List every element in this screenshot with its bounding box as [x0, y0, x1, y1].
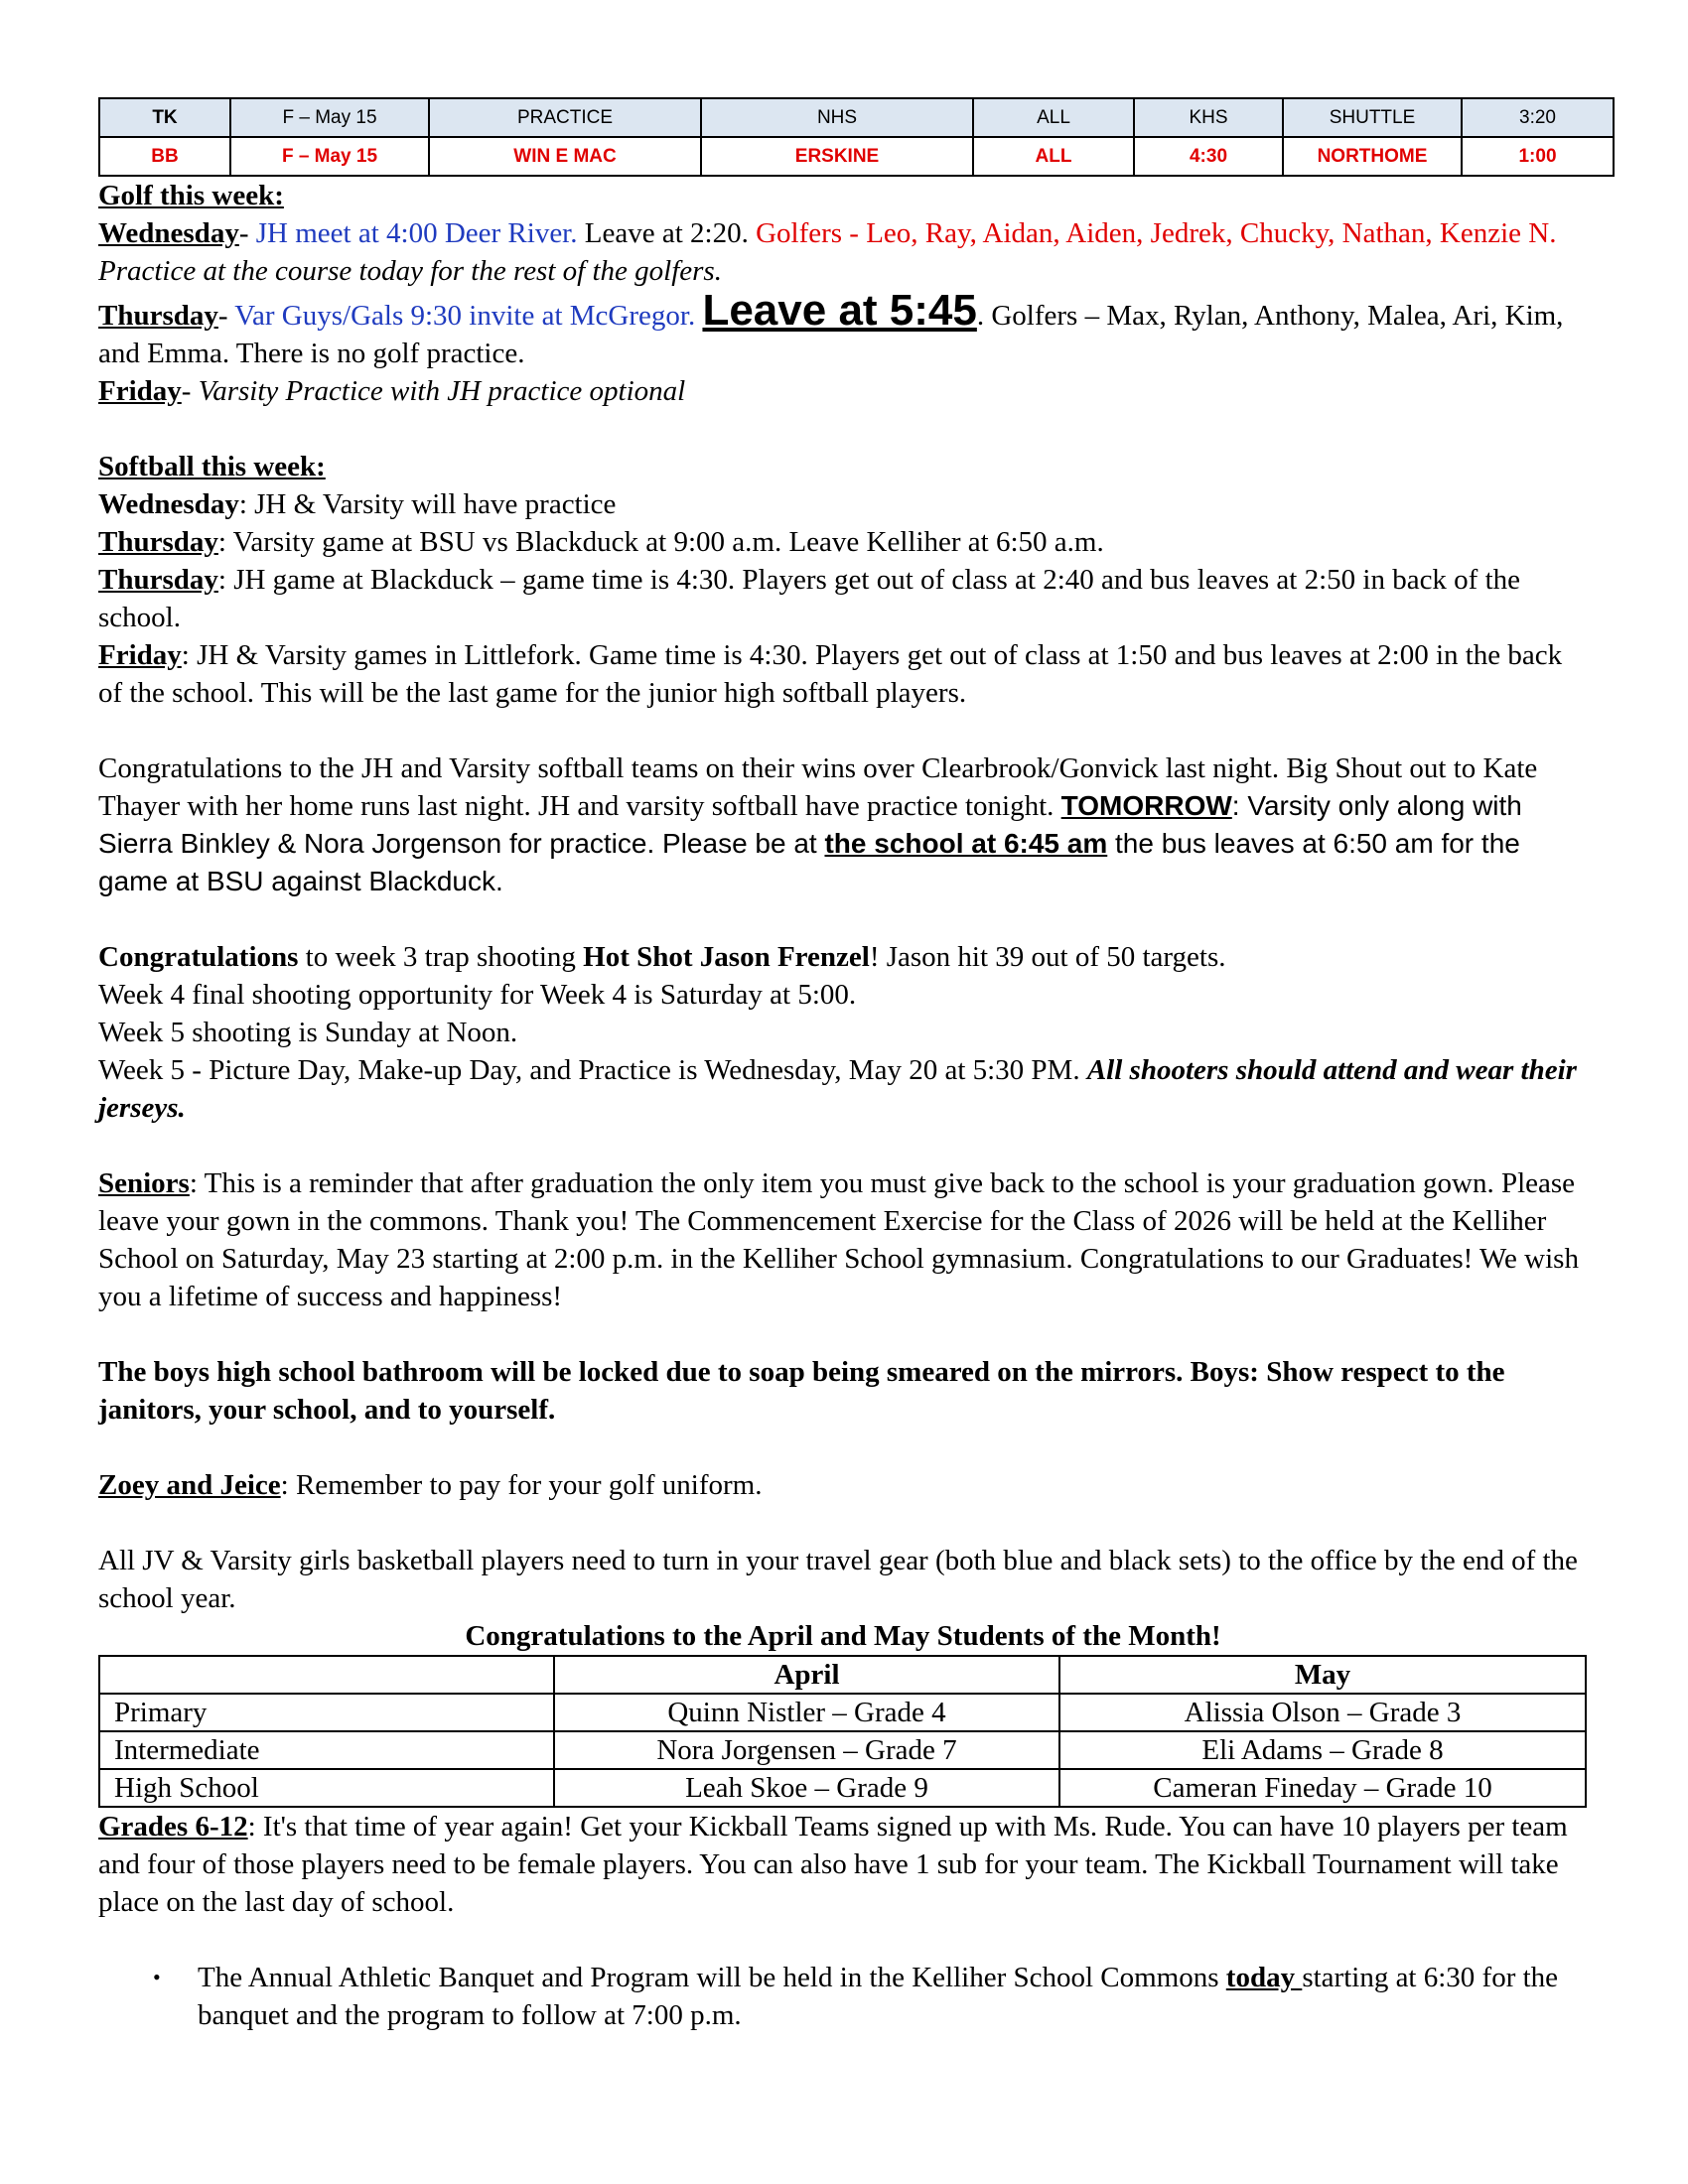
- golf-wed-golfers: Golfers - Leo, Ray, Aidan, Aiden, Jedrek, Chucky, Nathan, Kenzie N.: [748, 217, 1557, 249]
- banquet-list: [98, 1959, 1588, 2034]
- day-label: Wednesday: [98, 217, 239, 249]
- sotm-cell: Intermediate: [99, 1731, 554, 1769]
- zoey-text: : Remember to pay for your golf uniform.: [280, 1469, 763, 1501]
- schedule-cell: NHS: [701, 98, 973, 137]
- softball-thu1-text: : Varsity game at BSU vs Blackduck at 9:00 a.m. Leave Kelliher at 6:50 a.m.: [217, 526, 1104, 558]
- sotm-cell: Quinn Nistler – Grade 4: [554, 1694, 1059, 1731]
- day-label: Thursday: [98, 526, 218, 558]
- golf-section: [98, 177, 1588, 410]
- kickball-section: [98, 1808, 1588, 1921]
- schedule-cell: ERSKINE: [701, 137, 973, 176]
- trap-text-2: ! Jason hit 39 out of 50 targets.: [869, 941, 1226, 973]
- schedule-cell: F – May 15: [230, 98, 429, 137]
- sotm-cell: Eli Adams – Grade 8: [1059, 1731, 1586, 1769]
- day-label: Friday: [98, 375, 182, 407]
- zoey-notice: [98, 1466, 1588, 1504]
- schedule-cell: ALL: [973, 98, 1134, 137]
- softball-heading: Softball this week:: [98, 451, 326, 482]
- sotm-cell: Cameran Fineday – Grade 10: [1059, 1769, 1586, 1807]
- golf-wed-leave: Leave at 2:20.: [577, 217, 749, 249]
- softball-congrats: [98, 750, 1588, 900]
- seniors-section: [98, 1164, 1588, 1315]
- tomorrow-label: TOMORROW: [1060, 790, 1232, 821]
- schedule-cell: TK: [99, 98, 230, 137]
- kickball-text: : It's that time of year again! Get your Kickball Teams signed up with Ms. Rude. You can have 10 players per team and four of those players need to be female players. You can also have 1 sub for your team. The Kickball Tournament will take place on the last day of school.: [98, 1811, 1568, 1918]
- day-label: Friday: [98, 639, 182, 671]
- kickball-label: Grades 6-12: [98, 1811, 248, 1843]
- tomorrow-time: the school at 6:45 am: [824, 828, 1108, 859]
- bathroom-notice: The boys high school bathroom will be locked due to soap being smeared on the mirrors. Boys: Show respect to the janitors, your school, and to yourself.: [98, 1356, 1505, 1426]
- softball-congrats-text: Congratulations to the JH and Varsity softball teams on their wins over Clearbrook/Gonvick last night. Big Shout out to Kate Thayer with her home runs last night. JH and varsity softball have practice tonight.: [98, 752, 1538, 822]
- sotm-row: [99, 1694, 1586, 1731]
- sotm-header: April: [554, 1656, 1059, 1694]
- sotm-header: May: [1059, 1656, 1586, 1694]
- sotm-row: [99, 1769, 1586, 1807]
- schedule-cell: BB: [99, 137, 230, 176]
- sotm-title: Congratulations to the April and May Students of the Month!: [465, 1620, 1221, 1652]
- golf-thursday: Thursday- Var Guys/Gals 9:30 invite at McGregor. Leave at 5:45. Golfers – Max, Rylan, Anthony, Malea, Ari, Kim, and Emma. There is no golf practice.: [98, 286, 1564, 369]
- bulletin-page: [98, 97, 1588, 2034]
- schedule-cell: NORTHOME: [1283, 137, 1462, 176]
- schedule-cell: 3:20: [1462, 98, 1614, 137]
- trap-text: to week 3 trap shooting: [298, 941, 584, 973]
- schedule-cell: PRACTICE: [429, 98, 701, 137]
- trap-hotshot: Hot Shot Jason Frenzel: [583, 941, 870, 973]
- golf-thu-golfers: . Golfers – Max, Rylan, Anthony, Malea, Ari, Kim, and Emma. There is no golf practice.: [98, 300, 1564, 369]
- trap-congrats: Congratulations: [98, 941, 299, 973]
- golf-wednesday: Wednesday- JH meet at 4:00 Deer River. Leave at 2:20. Golfers - Leo, Ray, Aidan, Aiden, Jedrek, Chucky, Nathan, Kenzie N. Practice at the course today for the rest of the golfers.: [98, 217, 1557, 287]
- sotm-table: [98, 1655, 1587, 1808]
- trap-jerseys-note: All shooters should attend and wear their jerseys.: [98, 1054, 1577, 1124]
- schedule-cell: WIN E MAC: [429, 137, 701, 176]
- banquet-text: The Annual Athletic Banquet and Program will be held in the Kelliher School Commons: [198, 1962, 1226, 1993]
- schedule-row: [99, 137, 1614, 176]
- softball-thu2-text: : JH game at Blackduck – game time is 4:30. Players get out of class at 2:40 and bus leaves at 2:50 in back of the school.: [98, 564, 1521, 633]
- golf-wed-note: Practice at the course today for the rest of the golfers.: [98, 255, 722, 287]
- trap-section: [98, 938, 1588, 1127]
- sotm-header-row: [99, 1656, 1586, 1694]
- softball-section: [98, 448, 1588, 712]
- banquet-today: today: [1225, 1962, 1303, 1993]
- softball-fri-text: : JH & Varsity games in Littlefork. Game time is 4:30. Players get out of class at 1:50 and bus leaves at 2:00 in the back of the school. This will be the last game for the junior high softball players.: [98, 639, 1563, 709]
- golf-fri-note: Varsity Practice with JH practice optional: [198, 375, 686, 407]
- seniors-text: : This is a reminder that after graduation the only item you must give back to the school is your graduation gown. Please leave your gown in the commons. Thank you! The Commencement Exercise for the Class of 2026 will be held at the Kelliher School on Saturday, May 23 starting at 2:00 p.m. in the Kelliher School gymnasium. Congratulations to our Graduates! We wish you a lifetime of success and happiness!: [98, 1167, 1579, 1312]
- day-label: Thursday: [98, 300, 218, 332]
- bullet-icon: •: [153, 1965, 161, 1989]
- schedule-cell: F – May 15: [230, 137, 429, 176]
- sotm-header: [99, 1656, 554, 1694]
- tomorrow-end: the bus leaves at 6:50 am for the game at BSU against Blackduck.: [98, 828, 1520, 896]
- sotm-cell: Alissia Olson – Grade 3: [1059, 1694, 1586, 1731]
- schedule-table: [98, 97, 1615, 177]
- trap-picture-day: Week 5 - Picture Day, Make-up Day, and Practice is Wednesday, May 20 at 5:30 PM.: [98, 1054, 1087, 1086]
- softball-wed-text: : JH & Varsity will have practice: [238, 488, 617, 520]
- trap-week5: Week 5 shooting is Sunday at Noon.: [98, 1017, 518, 1048]
- schedule-cell: SHUTTLE: [1283, 98, 1462, 137]
- sotm-cell: High School: [99, 1769, 554, 1807]
- sotm-row: [99, 1731, 1586, 1769]
- trap-week4: Week 4 final shooting opportunity for Week 4 is Saturday at 5:00.: [98, 979, 857, 1011]
- tomorrow-text: : Varsity only along with Sierra Binkley & Nora Jorgenson for practice. Please be at: [98, 790, 1522, 859]
- schedule-row: [99, 98, 1614, 137]
- sotm-cell: Primary: [99, 1694, 554, 1731]
- schedule-cell: 1:00: [1462, 137, 1614, 176]
- sotm-cell: Leah Skoe – Grade 9: [554, 1769, 1059, 1807]
- schedule-cell: ALL: [973, 137, 1134, 176]
- basketball-notice: All JV & Varsity girls basketball players need to turn in your travel gear (both blue and black sets) to the office by the end of the school year.: [98, 1545, 1578, 1614]
- golf-thu-event: Var Guys/Gals 9:30 invite at McGregor.: [234, 300, 696, 332]
- day-label: Wednesday: [98, 488, 239, 520]
- sotm-cell: Nora Jorgensen – Grade 7: [554, 1731, 1059, 1769]
- golf-heading: Golf this week:: [98, 180, 284, 211]
- golf-wed-event: JH meet at 4:00 Deer River.: [255, 217, 578, 249]
- banquet-text-2: starting at 6:30 for the banquet and the program to follow at 7:00 p.m.: [198, 1962, 1559, 2031]
- schedule-cell: KHS: [1134, 98, 1283, 137]
- golf-thu-leave: Leave at 5:45: [702, 286, 977, 335]
- zoey-label: Zoey and Jeice: [98, 1469, 281, 1501]
- day-label: Thursday: [98, 564, 218, 596]
- schedule-cell: 4:30: [1134, 137, 1283, 176]
- golf-friday: Friday- Varsity Practice with JH practice optional: [98, 375, 686, 407]
- seniors-label: Seniors: [98, 1167, 190, 1199]
- list-item: [98, 1959, 1588, 2034]
